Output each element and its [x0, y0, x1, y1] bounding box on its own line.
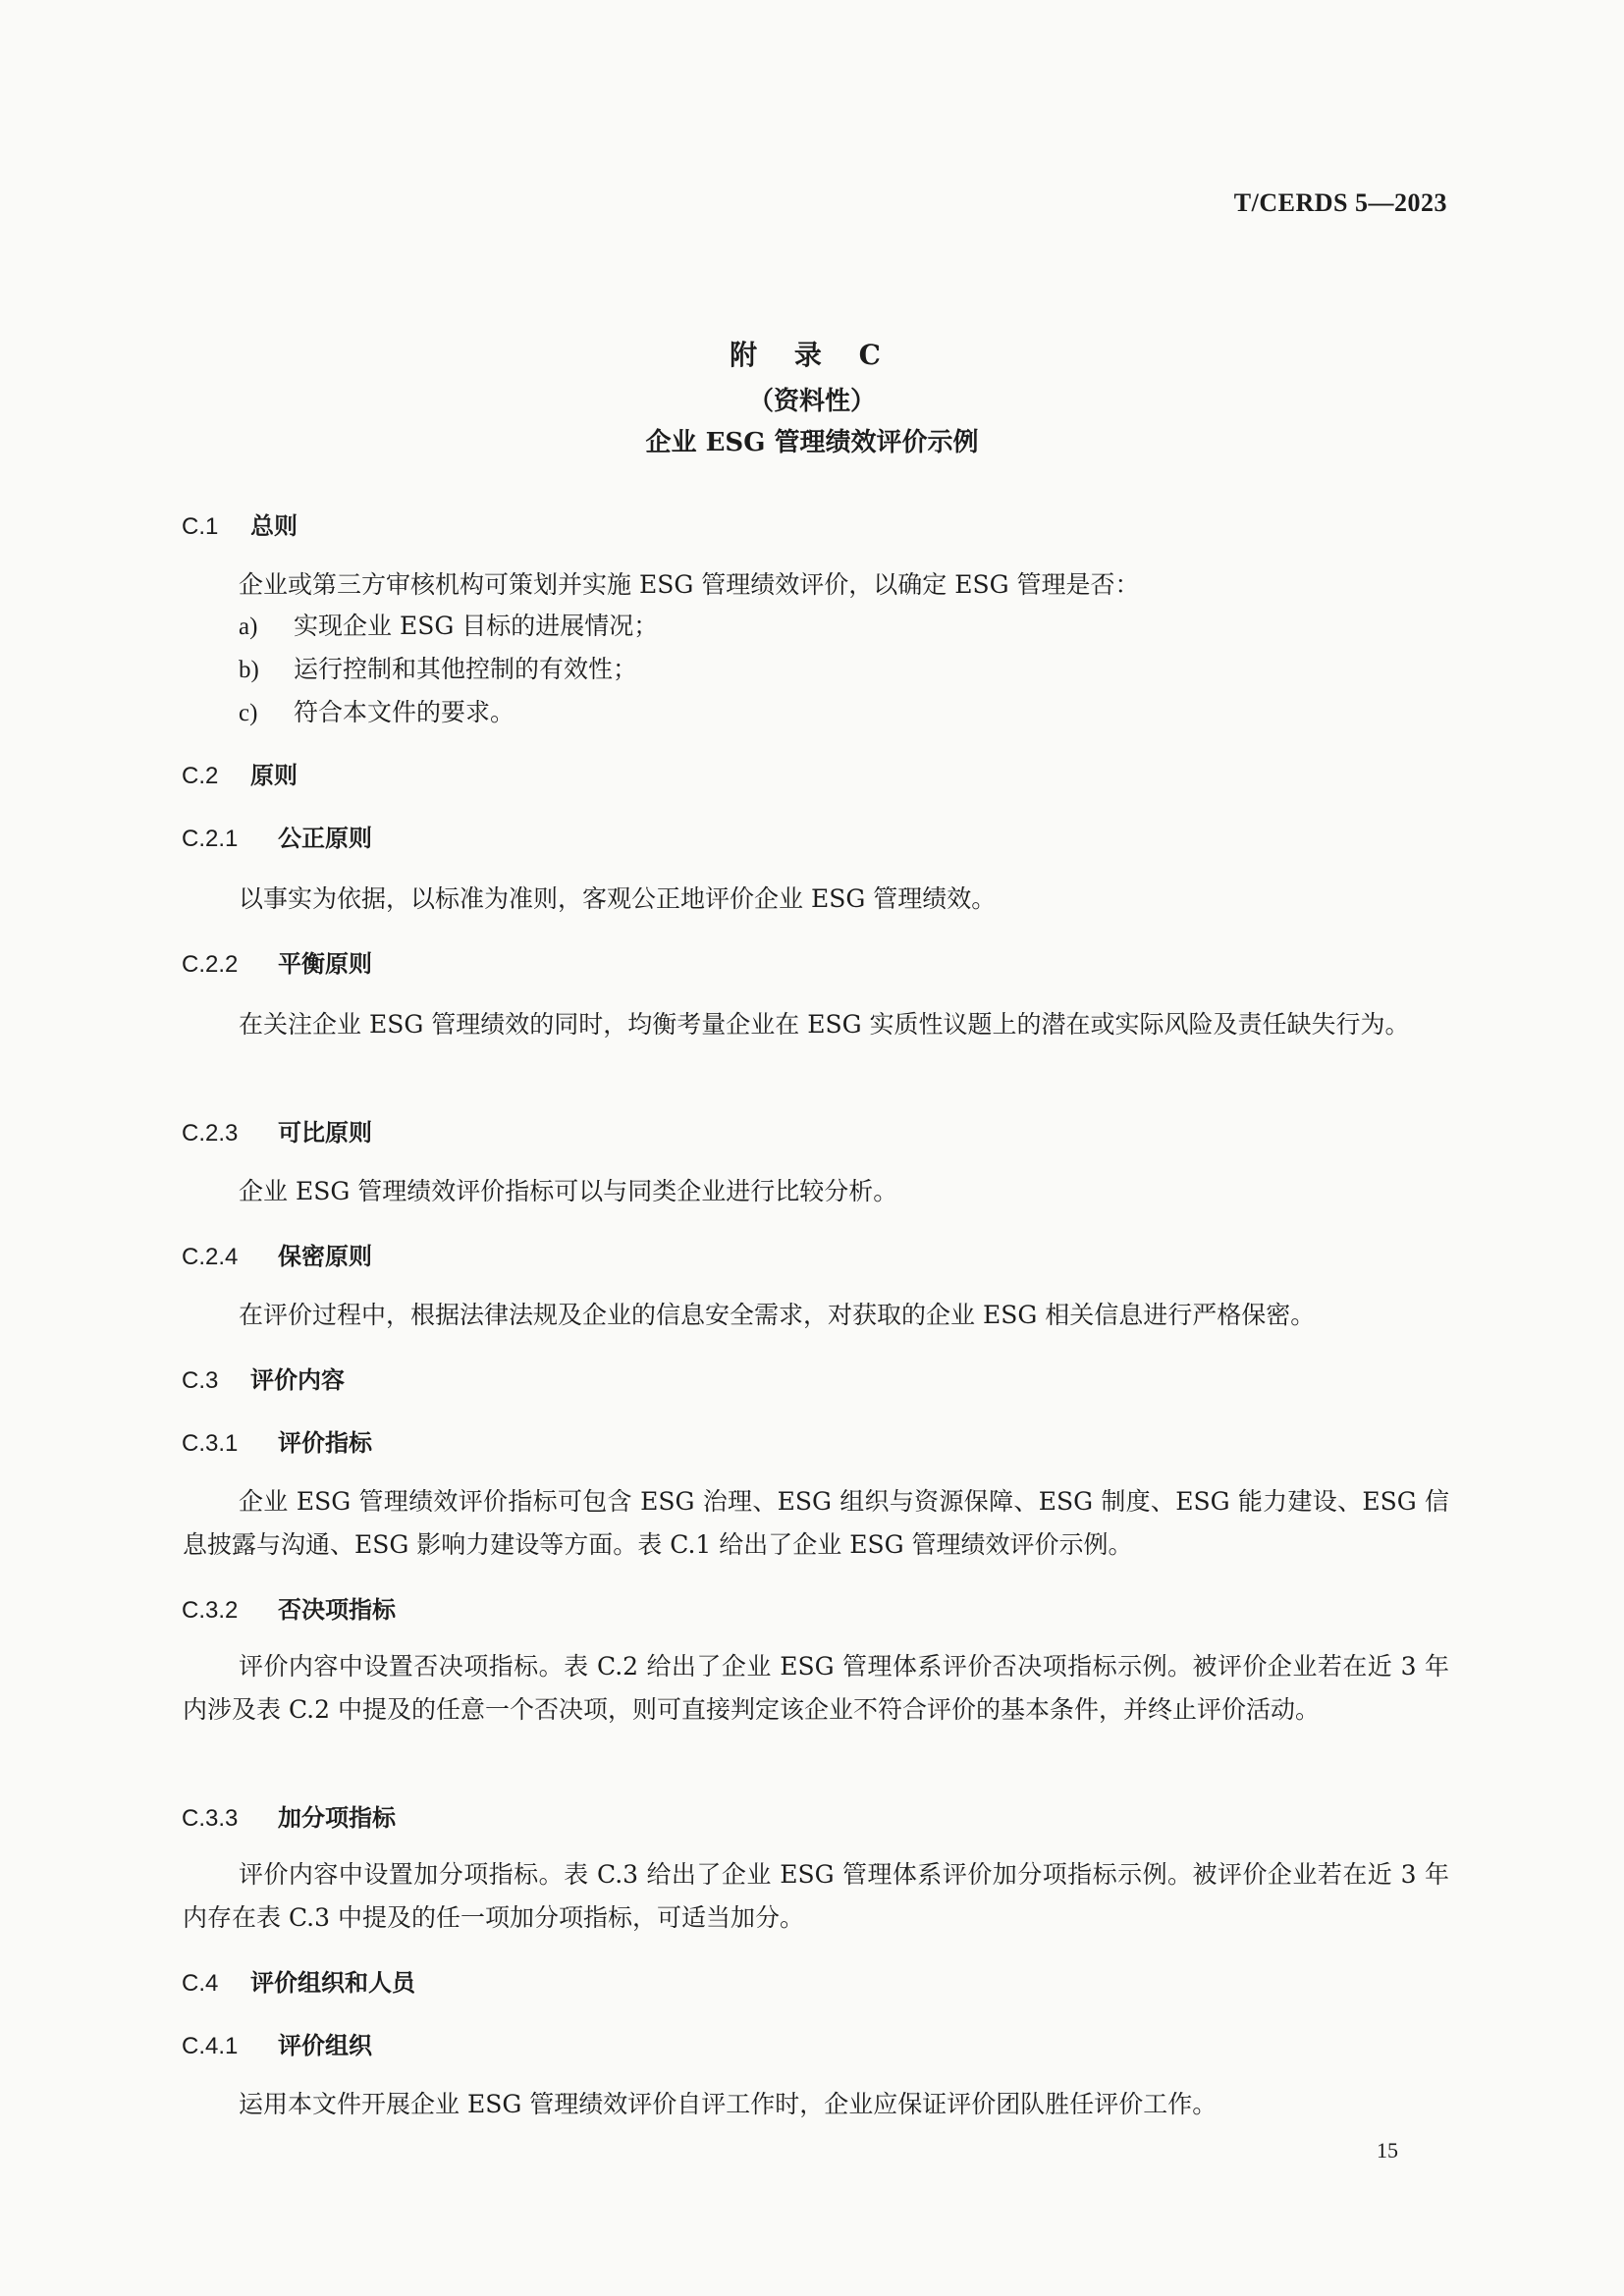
heading-title: 评价组织和人员 — [250, 1968, 415, 1997]
heading-c2-2 — [182, 944, 372, 979]
heading-number: C.2.4 — [182, 1244, 239, 1270]
appendix-label: 附 录 C — [730, 339, 894, 371]
list-marker: a) — [239, 614, 258, 640]
paragraph-c2-4: 在评价过程中，根据法律法规及企业的信息安全需求，对获取的企业 ESG 相关信息进行严格保密。 — [239, 1301, 1316, 1329]
list-item-b — [239, 650, 637, 685]
heading-c2 — [182, 756, 298, 790]
paragraph-c4-1: 运用本文件开展企业 ESG 管理绩效评价自评工作时，企业应保证评价团队胜任评价工作。 — [239, 2090, 1218, 2118]
paragraph-c1-intro: 企业或第三方审核机构可策划并实施 ESG 管理绩效评价，以确定 ESG 管理是否： — [239, 570, 1140, 599]
heading-c3 — [182, 1361, 345, 1395]
heading-c4 — [182, 1963, 415, 1998]
heading-c1 — [182, 507, 298, 541]
list-item-c — [239, 693, 514, 728]
heading-title: 公正原则 — [278, 824, 372, 852]
list-marker: b) — [239, 657, 259, 683]
heading-number: C.4 — [182, 1970, 219, 1997]
heading-number: C.2 — [182, 763, 219, 789]
heading-title: 原则 — [250, 761, 298, 789]
paragraph-c2-3: 企业 ESG 管理绩效评价指标可以与同类企业进行比较分析。 — [239, 1177, 898, 1205]
heading-c2-4 — [182, 1237, 372, 1271]
heading-number: C.2.2 — [182, 951, 239, 978]
heading-number: C.3.1 — [182, 1430, 239, 1457]
heading-c3-2 — [182, 1590, 396, 1625]
heading-number: C.3.3 — [182, 1805, 239, 1832]
heading-title: 总则 — [250, 511, 298, 540]
list-item-a — [239, 607, 658, 642]
heading-title: 保密原则 — [278, 1242, 372, 1270]
heading-title: 评价指标 — [278, 1428, 372, 1457]
heading-number: C.1 — [182, 513, 219, 540]
heading-number: C.3 — [182, 1367, 219, 1394]
heading-c2-3 — [182, 1113, 372, 1148]
heading-c4-1 — [182, 2026, 372, 2060]
appendix-title: 企业 ESG 管理绩效评价示例 — [645, 428, 979, 457]
heading-c2-1 — [182, 819, 372, 853]
heading-number: C.3.2 — [182, 1597, 239, 1624]
paragraph-c2-1: 以事实为依据，以标准为准则，客观公正地评价企业 ESG 管理绩效。 — [239, 884, 997, 913]
list-marker: c) — [239, 700, 258, 726]
paragraph-c3-1: 企业 ESG 管理绩效评价指标可包含 ESG 治理、ESG 组织与资源保障、ESG 制度、ESG 能力建设、ESG 信息披露与沟通、ESG 影响力建设等方面。表 C.1 给出了企业 ESG 管理绩效评价示例。 — [183, 1487, 1449, 1559]
heading-c3-3 — [182, 1798, 396, 1833]
heading-title: 评价组织 — [278, 2031, 372, 2059]
heading-title: 可比原则 — [278, 1118, 372, 1147]
list-text: 符合本文件的要求。 — [294, 698, 515, 726]
heading-number: C.2.1 — [182, 826, 239, 852]
heading-number: C.4.1 — [182, 2033, 239, 2059]
paragraph-c3-2: 评价内容中设置否决项指标。表 C.2 给出了企业 ESG 管理体系评价否决项指标示例。被评价企业若在近 3 年内涉及表 C.2 中提及的任意一个否决项，则可直接判定该企业不符合评价的基本条件，并终止评价活动。 — [183, 1652, 1449, 1724]
heading-c3-1 — [182, 1423, 372, 1458]
appendix-nature: （资料性） — [747, 387, 876, 416]
heading-number: C.2.3 — [182, 1120, 239, 1147]
heading-title: 平衡原则 — [278, 949, 372, 978]
paragraph-c3-3: 评价内容中设置加分项指标。表 C.3 给出了企业 ESG 管理体系评价加分项指标示例。被评价企业若在近 3 年内存在表 C.3 中提及的任一项加分项指标，可适当加分。 — [183, 1860, 1449, 1932]
document-code: T/CERDS 5—2023 — [1233, 188, 1447, 217]
paragraph-c2-2: 在关注企业 ESG 管理绩效的同时，均衡考量企业在 ESG 实质性议题上的潜在或实际风险及责任缺失行为。 — [239, 1010, 1410, 1039]
list-text: 运行控制和其他控制的有效性； — [294, 655, 638, 683]
heading-title: 否决项指标 — [278, 1595, 396, 1624]
heading-title: 加分项指标 — [278, 1803, 396, 1832]
page-number: 15 — [1377, 2138, 1398, 2163]
list-text: 实现企业 ESG 目标的进展情况； — [294, 612, 659, 640]
heading-title: 评价内容 — [250, 1365, 345, 1394]
